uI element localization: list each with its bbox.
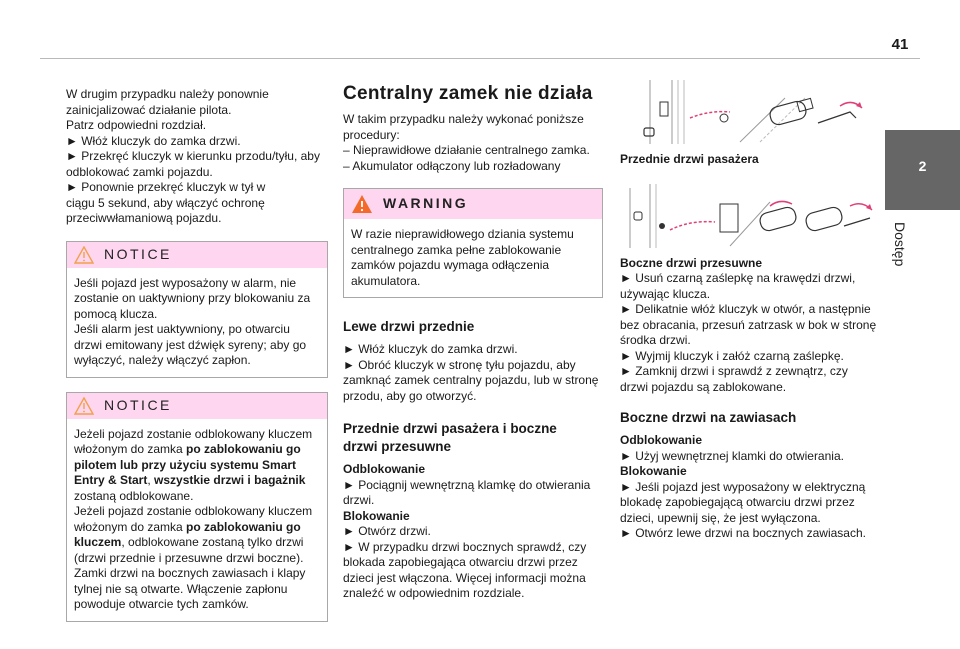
text-line: powoduje otwarcie tych zamków. bbox=[74, 597, 249, 611]
caption-sliding-door: Boczne drzwi przesuwne bbox=[620, 255, 763, 270]
column-1 bbox=[66, 87, 328, 622]
text-line: ciągu 5 sekund, aby włączyć ochronę bbox=[66, 195, 265, 210]
text-line: ► Otwórz drzwi. bbox=[343, 524, 431, 538]
text-line: ► Ponownie przekręć kluczyk w tył w bbox=[66, 180, 266, 194]
text-line bbox=[74, 520, 320, 536]
text-line: procedury: bbox=[343, 127, 400, 142]
text-line: dzieci, upewnij się, że jest wyłączona. bbox=[620, 510, 821, 525]
text-span: włożonym do zamka bbox=[74, 442, 187, 456]
text-line: W takim przypadku należy wykonać poniższe bbox=[343, 112, 584, 126]
intro-text bbox=[66, 87, 328, 227]
notice-title: NOTICE bbox=[104, 396, 172, 413]
text-line: używając klucza. bbox=[620, 286, 711, 301]
text-line: przeciwwłamaniową pojazdu. bbox=[66, 211, 222, 225]
text-line: Patrz odpowiedni rozdział. bbox=[66, 118, 207, 132]
text-line: – Akumulator odłączony lub rozładowany bbox=[343, 158, 561, 173]
text-bold: kluczem bbox=[74, 535, 122, 549]
text-line: drzwi pojazdu są zablokowane. bbox=[620, 379, 787, 394]
text-line: drzwi. bbox=[343, 493, 375, 507]
text-line: ► Użyj wewnętrznej klamki do otwierania. bbox=[620, 448, 844, 463]
warning-title: WARNING bbox=[383, 195, 469, 212]
chapter-number: 2 bbox=[918, 158, 927, 174]
text-span: , bbox=[147, 473, 155, 487]
unlock-label: Odblokowanie bbox=[343, 462, 426, 476]
lock-label: Blokowanie bbox=[620, 464, 687, 478]
text-line: – Nieprawidłowe działanie centralnego zamka. bbox=[343, 143, 590, 157]
text-line: ► Obróć kluczyk w stronę tyłu pojazdu, aby bbox=[343, 357, 576, 372]
text-line: W razie nieprawidłowego dziania systemu bbox=[351, 227, 574, 241]
text-line: ► Delikatnie włóż kluczyk w otwór, a następnie bbox=[620, 302, 871, 316]
page-number: 41 bbox=[891, 36, 909, 53]
section-title: Centralny zamek nie działa bbox=[343, 83, 593, 104]
text-line: przodu, aby go otworzyć. bbox=[343, 388, 477, 403]
top-rule bbox=[40, 58, 920, 59]
text-line: drzwi emitowany jest dźwięk syreny; aby go bbox=[74, 337, 307, 352]
notice-header bbox=[67, 242, 327, 268]
text-line: odblokować zamki pojazdu. bbox=[66, 164, 213, 179]
column-2 bbox=[343, 82, 603, 602]
text-line: W drugim przypadku należy ponownie bbox=[66, 87, 269, 101]
text-line: ► Włóż kluczyk do zamka drzwi. bbox=[343, 342, 518, 356]
door-key-diagram-icon bbox=[620, 78, 882, 146]
text-line bbox=[74, 442, 320, 458]
text-line: ► Przekręć kluczyk w kierunku przodu/tyłu, aby bbox=[66, 149, 320, 163]
subheading-passenger-door bbox=[343, 420, 603, 456]
text-line: ► Pociągnij wewnętrzną klamkę do otwierania bbox=[343, 477, 591, 492]
lock-label: Blokowanie bbox=[343, 508, 410, 523]
text-line: ► Zamknij drzwi i sprawdź z zewnątrz, czy bbox=[620, 364, 848, 378]
illustration-sliding-door bbox=[620, 182, 882, 250]
text-line: wyłączyć, należy włączyć zapłon. bbox=[74, 353, 251, 367]
text-bold: po zablokowaniu go bbox=[186, 442, 301, 456]
text-line: zostaną odblokowane. bbox=[74, 488, 194, 503]
warning-box bbox=[343, 188, 603, 298]
column-3 bbox=[620, 78, 882, 542]
text-line: zamków pojazdu wymaga odłączenia bbox=[351, 258, 550, 272]
text-line: drzwi przesuwne bbox=[343, 439, 452, 454]
text-line: ► Wyjmij kluczyk i załóż czarną zaślepkę. bbox=[620, 348, 844, 363]
text-span: włożonym do zamka bbox=[74, 519, 187, 534]
text-line bbox=[74, 473, 320, 489]
text-span: , odblokowane zostaną tylko drzwi bbox=[121, 535, 304, 549]
text-line: środka drzwi. bbox=[620, 333, 691, 347]
subheading-left-door: Lewe drzwi przednie bbox=[343, 319, 475, 334]
text-line: (drzwi przednie i przesuwne drzwi boczne). bbox=[74, 550, 304, 565]
caption-passenger-door: Przednie drzwi pasażera bbox=[620, 152, 759, 166]
text-line: pomocą klucza. bbox=[74, 306, 158, 321]
chapter-label-wrap bbox=[892, 222, 916, 302]
text-line: tylnej nie są otwarte. Włączenie zapłonu bbox=[74, 581, 288, 596]
text-line: Jeżeli pojazd zostanie odblokowany kluczem bbox=[74, 426, 313, 441]
text-bold: po zablokowaniu go bbox=[186, 519, 301, 534]
door-key-diagram-icon bbox=[620, 182, 882, 250]
text-line: zostanie on uaktywniony przy blokowaniu za bbox=[74, 291, 311, 305]
warning-triangle-icon bbox=[351, 194, 373, 214]
text-line: Jeżeli pojazd zostanie odblokowany kluczem bbox=[74, 504, 313, 518]
text-line: Przednie drzwi pasażera i boczne bbox=[343, 421, 557, 436]
warning-header bbox=[344, 189, 602, 219]
text-line: blokada zapobiegająca otwarciu drzwi przez bbox=[343, 555, 578, 569]
illustration-passenger-door bbox=[620, 78, 882, 146]
text-line: dzieci jest włączona. Więcej informacji można bbox=[343, 570, 586, 585]
text-line: blokadę zapobiegającą otwarciu drzwi przez bbox=[620, 495, 855, 509]
text-line: ► W przypadku drzwi bocznych sprawdź, czy bbox=[343, 539, 587, 554]
notice-box-alarm bbox=[66, 241, 328, 378]
notice-triangle-icon bbox=[74, 246, 94, 264]
text-line: zamknąć zamek centralny pojazdu, lub w stronę bbox=[343, 373, 599, 387]
chapter-label: Dostęp bbox=[892, 222, 908, 267]
notice-triangle-icon bbox=[74, 397, 94, 415]
notice-box-unlock bbox=[66, 392, 328, 622]
text-line: akumulatora. bbox=[351, 273, 421, 288]
text-bold: pilotem lub przy użyciu systemu Smart bbox=[74, 457, 297, 472]
text-line: ► Jeśli pojazd jest wyposażony w elektryczną bbox=[620, 479, 866, 494]
unlock-label: Odblokowanie bbox=[620, 433, 703, 447]
text-line: centralnego zamka pełne zablokowanie bbox=[351, 242, 562, 257]
notice-header bbox=[67, 393, 327, 419]
text-line: ► Włóż kluczyk do zamka drzwi. bbox=[66, 133, 241, 148]
text-line: bez obracania, przesuń zatrzask w bok w stronę bbox=[620, 317, 877, 332]
text-line: Jeśli pojazd jest wyposażony w alarm, nie bbox=[74, 275, 297, 290]
text-line: zainicjalizować działanie pilota. bbox=[66, 102, 232, 117]
notice-title: NOTICE bbox=[104, 245, 172, 262]
subheading-hinged-door: Boczne drzwi na zawiasach bbox=[620, 410, 797, 425]
text-line bbox=[74, 535, 320, 551]
text-line: znaleźć w odpowiednim rozdziale. bbox=[343, 586, 525, 600]
text-bold: wszystkie drzwi i bagażnik bbox=[154, 473, 306, 487]
text-bold: Entry & Start bbox=[74, 473, 148, 487]
text-line: ► Otwórz lewe drzwi na bocznych zawiasach. bbox=[620, 526, 866, 540]
text-line: Jeśli alarm jest uaktywniony, po otwarciu bbox=[74, 322, 290, 336]
text-line: Zamki drzwi na bocznych zawiasach i klapy bbox=[74, 566, 306, 580]
text-line: ► Usuń czarną zaślepkę na krawędzi drzwi, bbox=[620, 271, 856, 285]
